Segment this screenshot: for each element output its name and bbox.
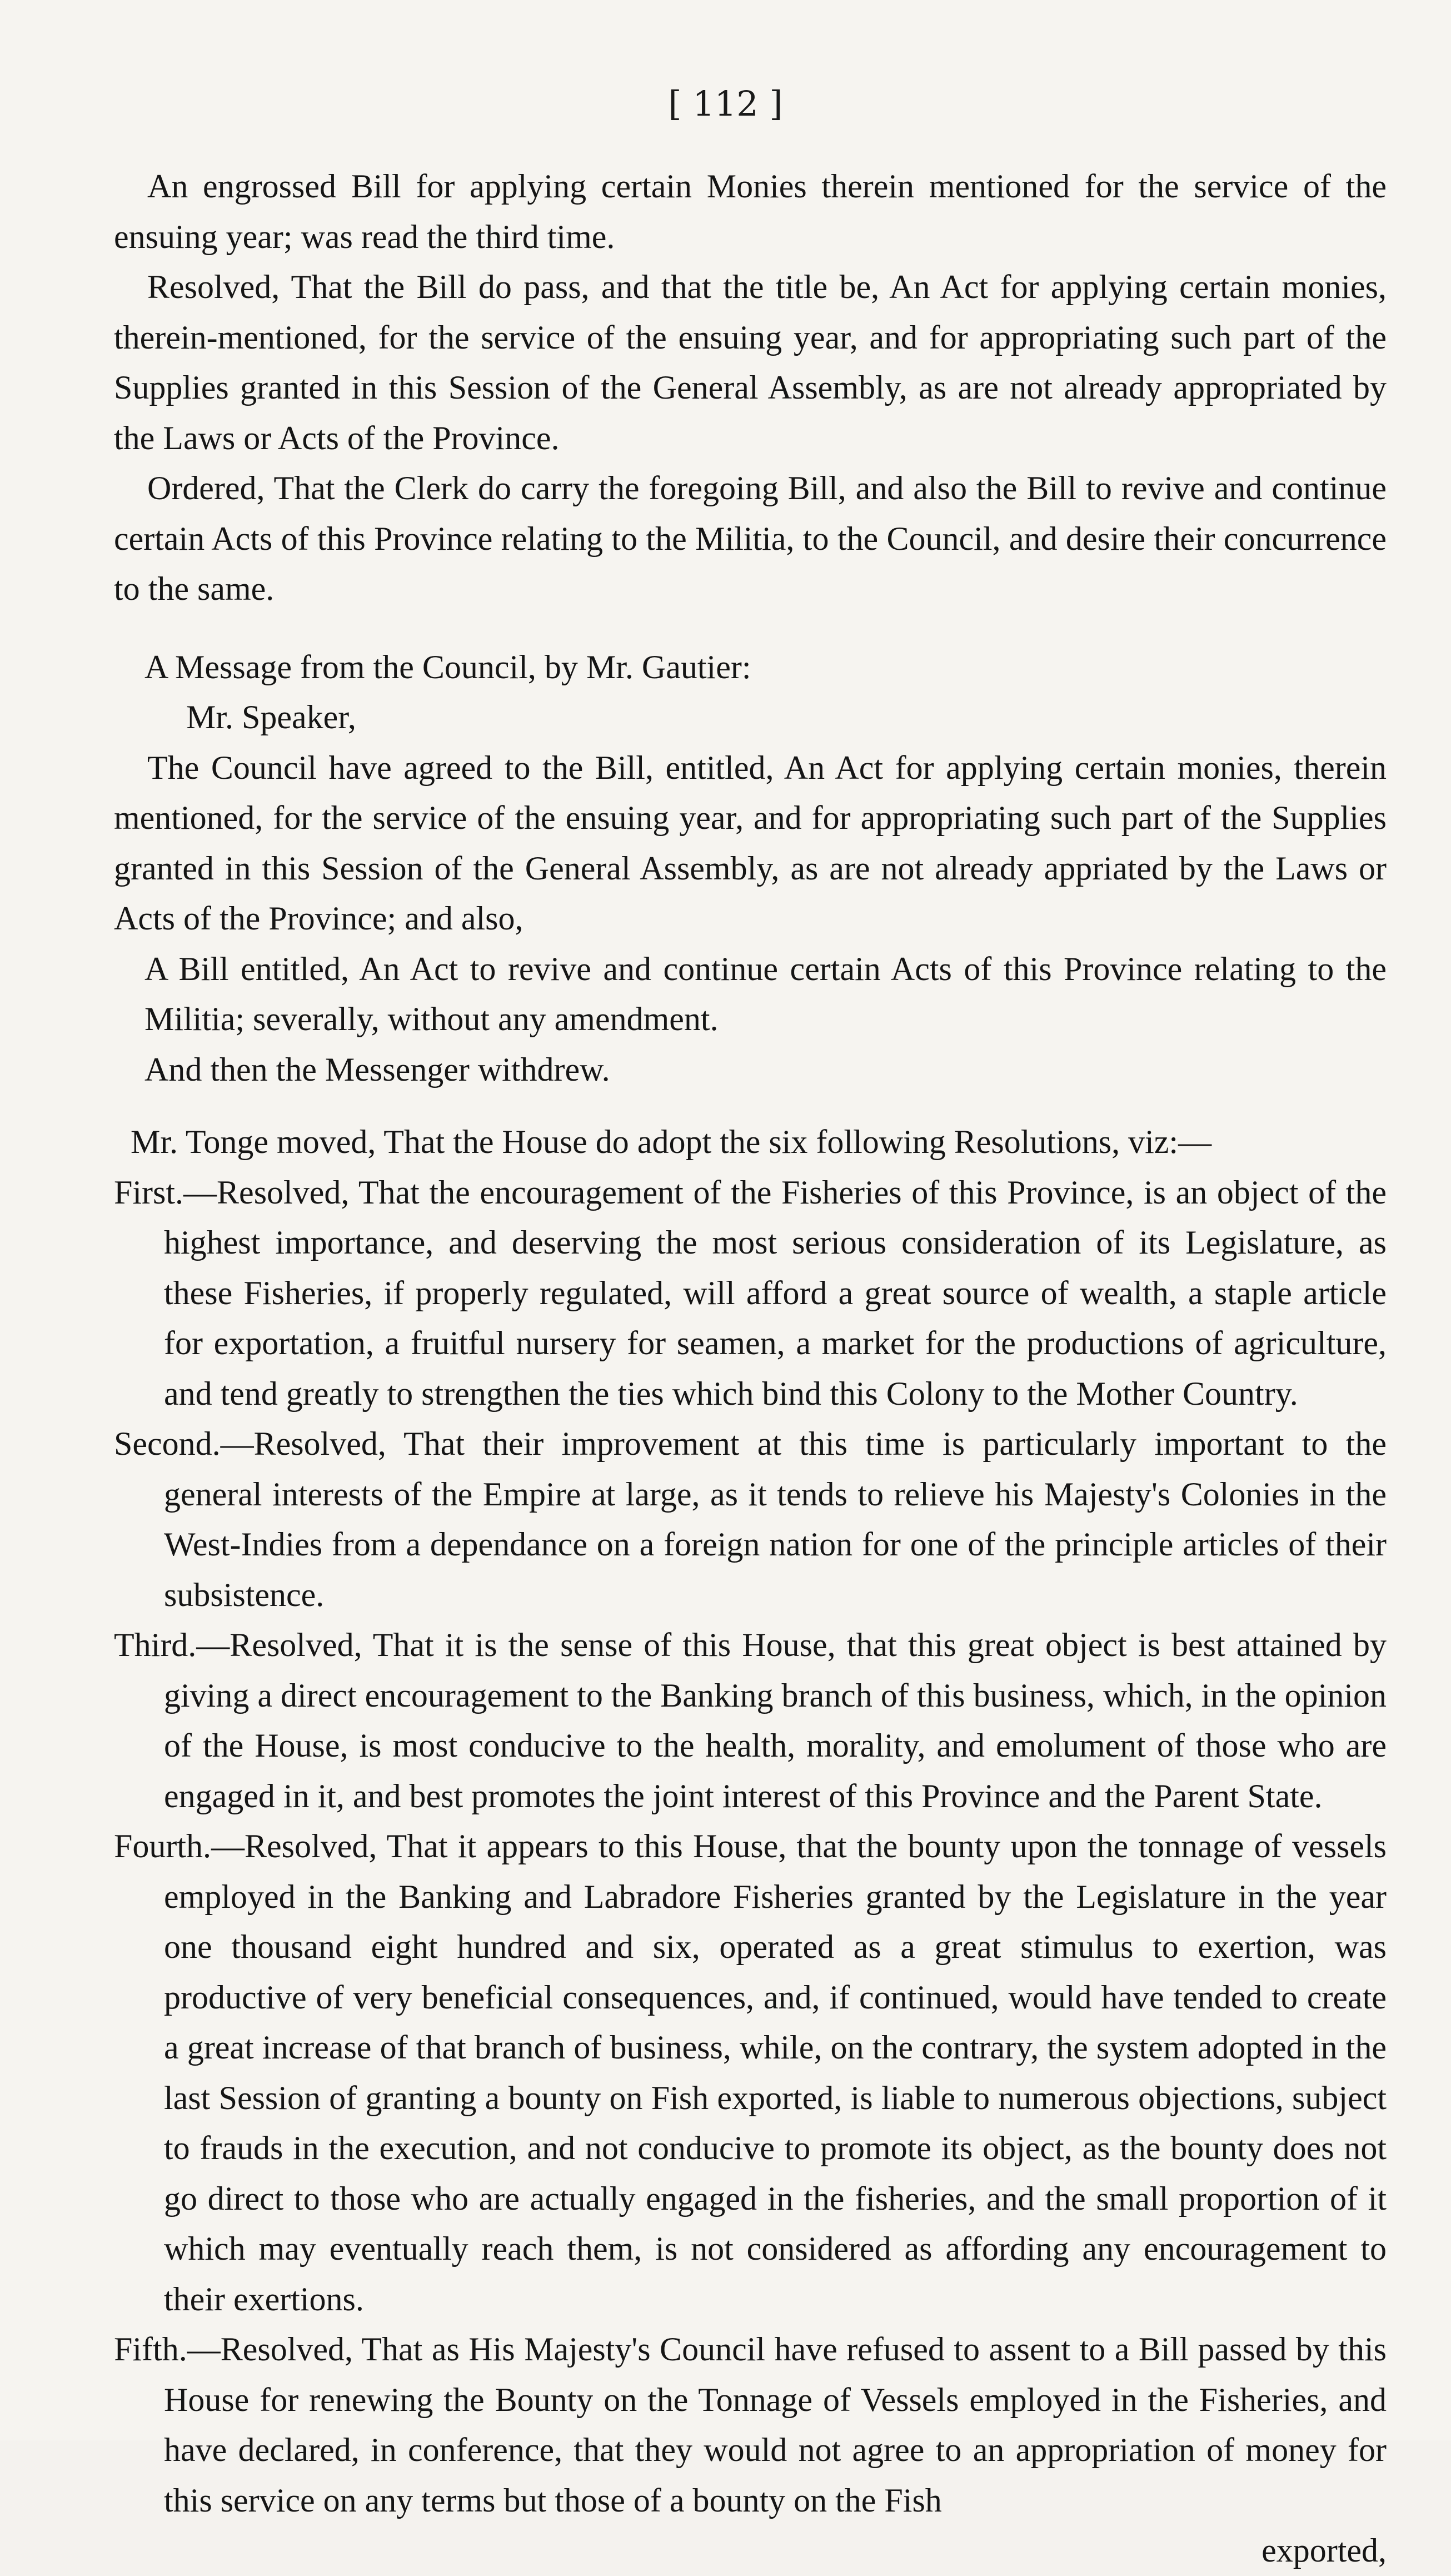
catchword: exported, (1261, 2532, 1387, 2569)
paragraph-bill-third-reading: An engrossed Bill for applying certain Monies therein mentioned for the service of the ensuing year; was read the third time. (114, 168, 1387, 255)
paragraph-mr-speaker: Mr. Speaker, (186, 699, 356, 735)
resolution-fifth: Fifth.—Resolved, That as His Majesty's Council have refused to assent to a Bill passed by this House for renewing the Bounty on the Tonnage of Vessels employed in the Fisheries, and have declared, in conference, that they would not agree to an appropriation of money for this service on any terms but those of a bounty on the Fish (114, 2331, 1387, 2519)
resolution-first: First.—Resolved, That the encouragement of the Fisheries of this Province, is an object of the highest importance, and deserving the most serious consideration of its Legislature, as these Fisheries, if properly regulated, will afford a great source of wealth, a staple article for exportation, a fruitful nursery for seamen, a market for the productions of agriculture, and tend greatly to strengthen the ties which bind this Colony to the Mother Country. (114, 1173, 1387, 1412)
paragraph-militia-bill: A Bill entitled, An Act to revive and continue certain Acts of this Province relating to the Militia; severally, without any amendment. (144, 950, 1387, 1037)
paragraph-resolved-bill-pass: Resolved, That the Bill do pass, and that the title be, An Act for applying certain monies, therein-mentioned, for the service of the ensuing year, and for appropriating such part of the Supplies granted in this Session of the General Assembly, as are not already appropriated by the Laws or Acts of the Province. (114, 268, 1387, 456)
paragraph-ordered-clerk: Ordered, That the Clerk do carry the foregoing Bill, and also the Bill to revive and continue certain Acts of this Province relating to the Militia, to the Council, and desire their concurrence to the same. (114, 470, 1387, 607)
document-body (114, 161, 1387, 2576)
paragraph-tonge-moved: Mr. Tonge moved, That the House do adopt the six following Resolutions, viz:— (131, 1123, 1212, 1160)
paragraph-messenger-withdrew: And then the Messenger withdrew. (144, 1051, 610, 1088)
resolution-fourth: Fourth.—Resolved, That it appears to this House, that the bounty upon the tonnage of vessels employed in the Banking and Labradore Fisheries granted by the Legislature in the year one thousand eight hundred and six, operated as a great stimulus to exertion, was productive of very beneficial consequences, and, if continued, would have tended to create a great increase of that branch of business, while, on the contrary, the system adopted in the last Session of granting a bounty on Fish exported, is liable to numerous objections, subject to frauds in the execution, and not conducive to promote its object, as the bounty does not go direct to those who are actually engaged in the fisheries, and the small proportion of it which may eventually reach them, is not considered as affording any encouragement to their exertions. (114, 1828, 1387, 2318)
paragraph-council-agreed: The Council have agreed to the Bill, entitled, An Act for applying certain monies, therein mentioned, for the service of the ensuing year, and for appropriating such part of the Supplies granted in this Session of the General Assembly, as are not already appriated by the Laws or Acts of the Province; and also, (114, 749, 1387, 937)
page-number: [ 112 ] (668, 83, 783, 124)
paragraph-message-council: A Message from the Council, by Mr. Gautier: (144, 648, 751, 685)
resolution-second: Second.—Resolved, That their improvement at this time is particularly important to the general interests of the Empire at large, as it tends to relieve his Majesty's Colonies in the West-Indies from a dependance on a foreign nation for one of the principle articles of their subsistence. (114, 1425, 1387, 1613)
resolution-third: Third.—Resolved, That it is the sense of this House, that this great object is best attained by giving a direct encouragement to the Banking branch of this business, which, in the opinion of the House, is most conducive to the health, morality, and emolument of those who are engaged in it, and best promotes the joint interest of this Province and the Parent State. (114, 1627, 1387, 1814)
